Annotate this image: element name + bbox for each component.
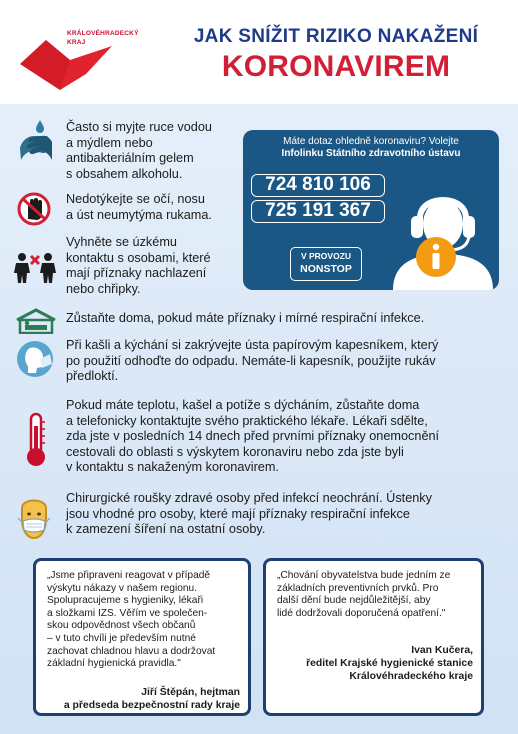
- quote-text: [277, 570, 481, 620]
- tip-handwashing: [66, 120, 241, 182]
- signature-line: ředitel Krajské hygienické stanice: [306, 658, 473, 669]
- quote-line: „Jsme připraveni reagovat v případě: [47, 570, 211, 581]
- tip-line: a telefonicky kontaktujte svého praktického lékaře. Lékaři sdělte,: [66, 413, 428, 428]
- tip-line: mají příznaky nachlazení: [66, 266, 207, 280]
- title-line-2: KORONAVIREM: [221, 50, 451, 83]
- signature-line: Královéhradeckého kraje: [349, 671, 473, 682]
- tip-line: a úst neumytýma rukama.: [66, 207, 212, 222]
- tip-line: Zůstaňte doma, pokud máte příznaky i mírné respirační infekce.: [66, 311, 425, 325]
- logo-line-2: KRAJ: [67, 39, 86, 46]
- quote-line: lidé dodržovali doporučená opatření.": [277, 607, 446, 619]
- quote-line: Spolupracujeme s hygieniky, lékaři: [47, 595, 204, 607]
- quote-signature: [268, 644, 473, 683]
- tip-no-touch: [66, 192, 241, 223]
- tip-line: k zamezení šíření na ostatní osoby.: [66, 522, 266, 536]
- tip-sneeze: [66, 338, 506, 385]
- infoline-source: Infolinku Státního zdravotního ústavu: [281, 148, 461, 159]
- tip-avoid-contact: [66, 235, 241, 297]
- region-logo-icon: [20, 40, 112, 90]
- tip-stay-home: [66, 311, 506, 327]
- nonstop-badge: [290, 247, 362, 281]
- quote-hejtman: [33, 558, 251, 716]
- tip-line: Při kašli a kýchání si zakrývejte ústa papírovým kapesníkem, který: [66, 338, 439, 352]
- quote-line: základních preventivních prvků. Pro: [277, 582, 439, 594]
- stay-home-icon: [15, 308, 57, 334]
- quote-line: a složkami IZS. Věřím ve společen-: [47, 607, 208, 619]
- infoline-question: Máte dotaz ohledně koronaviru? Volejte: [283, 136, 459, 147]
- tip-line: Často si myjte ruce vodou: [66, 120, 212, 134]
- tip-line: antibakteriálním gelem: [66, 151, 194, 165]
- signature-line: a předseda bezpečnostní rady kraje: [63, 700, 240, 711]
- handwashing-icon: [16, 118, 56, 162]
- quote-text: [47, 570, 247, 671]
- quote-hygienist: [263, 558, 484, 716]
- tip-line: a mýdlem nebo: [66, 135, 153, 150]
- phone-number-2[interactable]: 725 191 367: [251, 200, 385, 223]
- title-line-1: JAK SNÍŽIT RIZIKO NAKAŽENÍ: [193, 26, 479, 47]
- avoid-contact-icon: [13, 250, 57, 284]
- tip-line: kontaktu s osobami, které: [66, 250, 211, 265]
- quote-line: zachovat chladnou hlavu a dodržovat: [47, 645, 216, 657]
- tip-line: nebo chřipky.: [66, 281, 141, 296]
- quote-signature: [35, 686, 240, 712]
- tip-line: jsou vhodné pro osoby, které mají příznaky respirační infekce: [66, 506, 410, 521]
- thermometer-icon: [24, 412, 48, 468]
- tip-line: cestovali do oblasti s výskytem koronaviru nebo zda jste byli: [66, 444, 404, 459]
- tip-line: předloktí.: [66, 369, 119, 383]
- signature-line: Ivan Kučera,: [411, 645, 473, 656]
- logo-line-1: KRÁLOVÉHRADECKÝ: [67, 30, 139, 37]
- no-touch-face-icon: [17, 192, 51, 226]
- tip-line: Nedotýkejte se očí, nosu: [66, 192, 205, 206]
- nonstop-line-1: V PROVOZU: [300, 251, 352, 261]
- header: [0, 0, 518, 104]
- tip-face-mask: [66, 491, 506, 538]
- tip-line: v kontaktu s nakaženým koronavirem.: [66, 460, 279, 474]
- quote-line: skou odpovědnost všech občanů: [47, 620, 196, 632]
- quote-line: výskytu nákazy v našem regionu.: [47, 582, 198, 594]
- tip-line: zda jste v posledních 14 dnech před prvními příznaky onemocnění: [66, 429, 440, 443]
- signature-line: Jiří Štěpán, hejtman: [141, 687, 240, 698]
- quote-line: základní hygienická pravidla.": [47, 658, 181, 670]
- info-badge-icon: [415, 236, 457, 278]
- tip-fever: [66, 398, 506, 476]
- face-mask-icon: [14, 496, 54, 540]
- phone-number-1[interactable]: 724 810 106: [251, 174, 385, 197]
- infoline-box: [243, 130, 499, 290]
- quote-line: – v tuto chvíli je především nutné: [47, 632, 196, 644]
- quote-line: další dění bude nejdůležitější, aby: [277, 595, 431, 607]
- tip-line: s obsahem alkoholu.: [66, 166, 183, 181]
- quote-line: „Chování obyvatelstva bude jedním ze: [277, 570, 451, 581]
- tip-line: po použití odhoďte do odpadu. Nemáte-li kapesník, použijte rukáv: [66, 353, 436, 368]
- tip-line: Vyhněte se úzkému: [66, 235, 177, 249]
- tip-line: Pokud máte teplotu, kašel a potíže s dýcháním, zůstaňte doma: [66, 398, 420, 412]
- sneeze-icon: [16, 340, 54, 378]
- nonstop-line-2: NONSTOP: [300, 263, 352, 275]
- tip-line: Chirurgické roušky zdravé osoby před infekcí neochrání. Ústenky: [66, 491, 432, 505]
